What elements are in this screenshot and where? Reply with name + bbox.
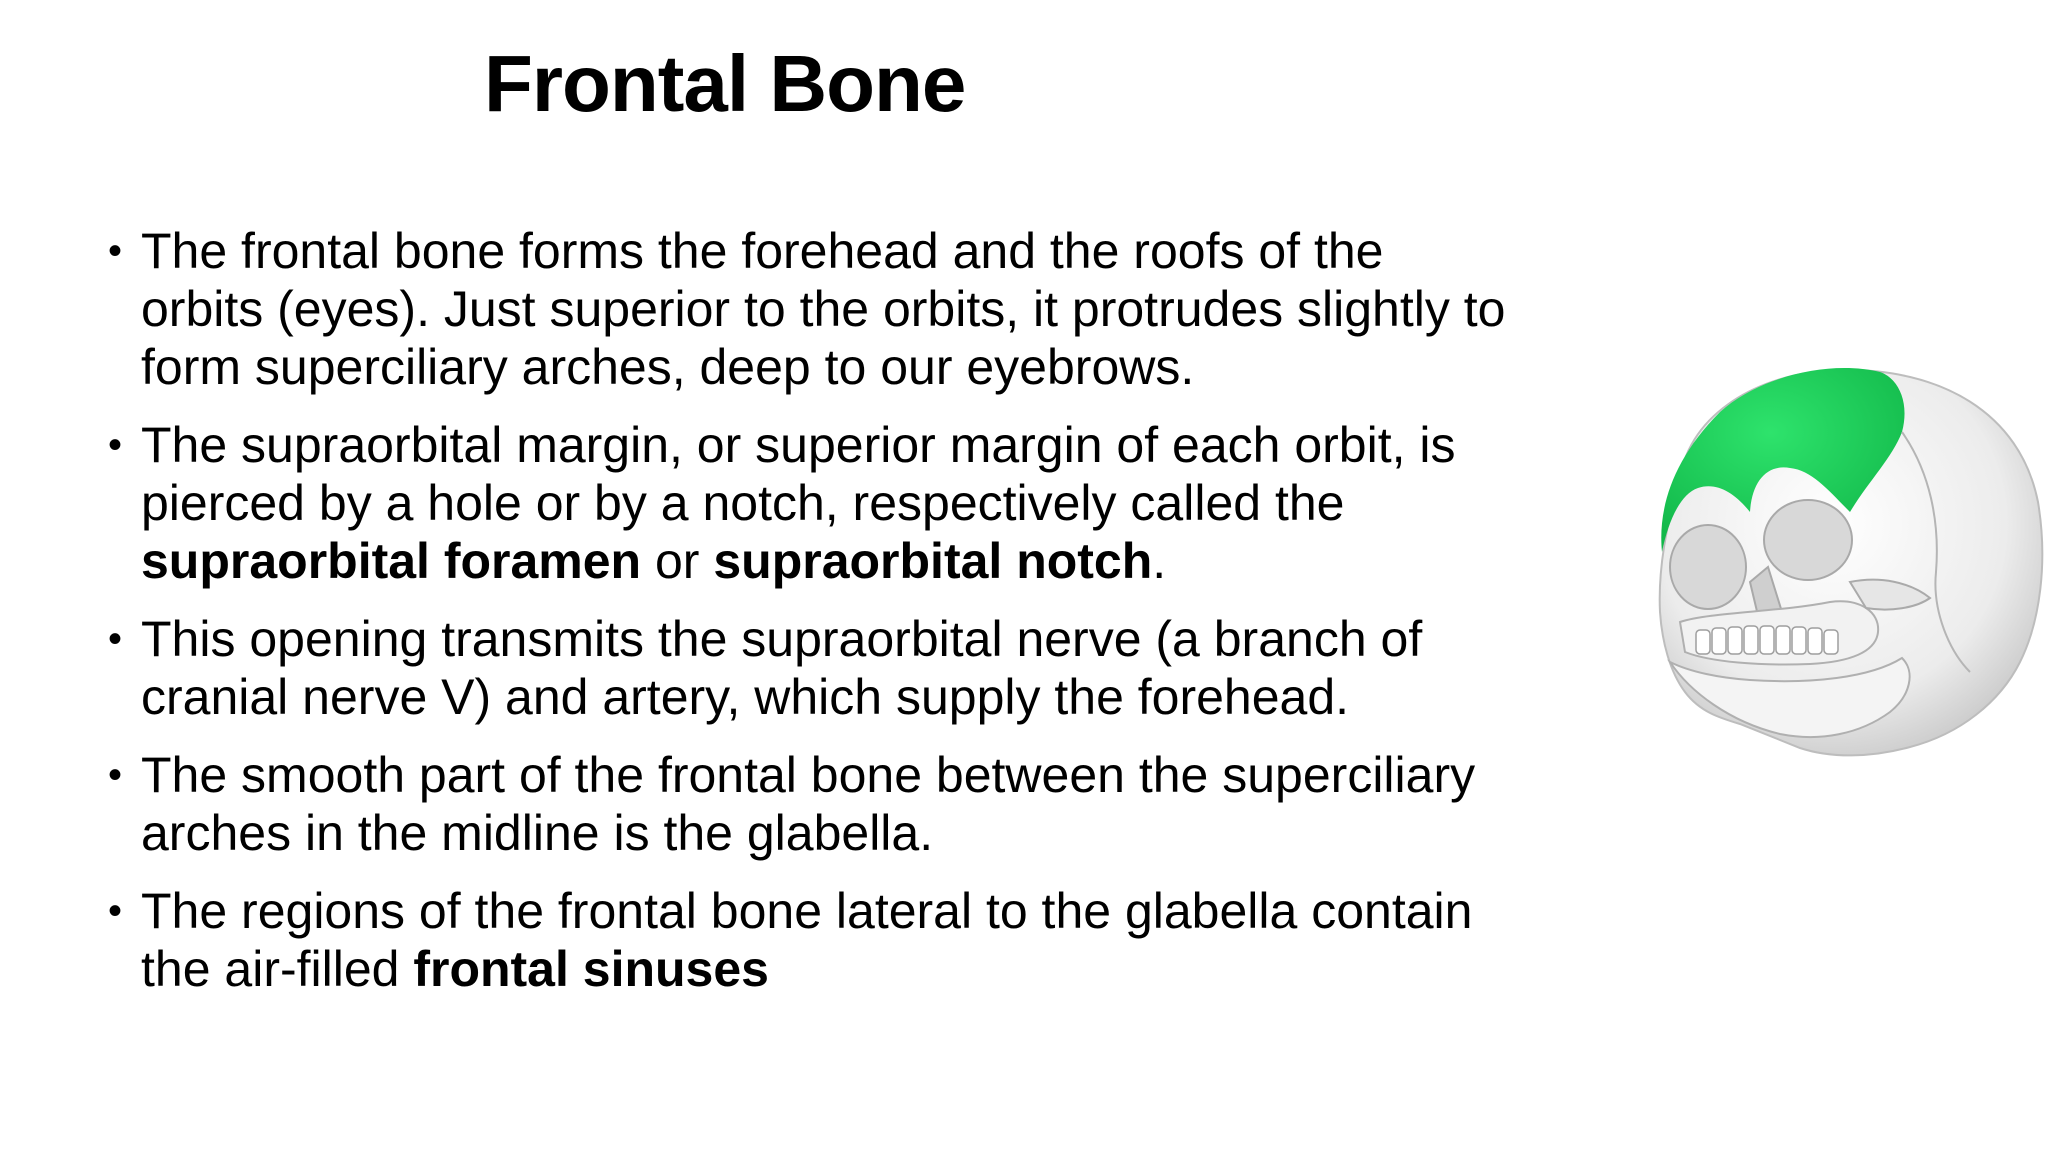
bullet-text: pierced by a hole or by a notch, respectively called the bbox=[141, 475, 1345, 531]
bullet-text: The supraorbital margin, or superior margin of each orbit, is bbox=[141, 417, 1456, 473]
bullet-item bbox=[108, 610, 1668, 726]
bullet-text: orbits (eyes). Just superior to the orbits, it protrudes slightly to bbox=[141, 281, 1506, 337]
bullet-text: arches in the midline is the glabella. bbox=[141, 805, 934, 861]
bullet-marker: • bbox=[108, 423, 123, 467]
term-supraorbital-notch: supraorbital notch bbox=[713, 533, 1153, 589]
term-supraorbital-foramen: supraorbital foramen bbox=[141, 533, 642, 589]
bullet-marker: • bbox=[108, 617, 123, 661]
bullet-text: The smooth part of the frontal bone between the superciliary bbox=[141, 747, 1476, 803]
bullet-text-lead: the air-filled bbox=[141, 941, 414, 997]
bullet-text-period: . bbox=[1152, 533, 1167, 589]
bullet-item bbox=[108, 222, 1668, 396]
slide-title: Frontal Bone bbox=[484, 39, 966, 128]
bullet-text: cranial nerve V) and artery, which supply the forehead. bbox=[141, 669, 1350, 725]
orbit-right bbox=[1764, 500, 1852, 580]
bullet-marker: • bbox=[108, 229, 123, 273]
bullet-item bbox=[108, 416, 1668, 590]
skull-illustration bbox=[1640, 362, 2048, 782]
bullet-item bbox=[108, 882, 1668, 998]
bullet-text: form superciliary arches, deep to our eyebrows. bbox=[141, 339, 1195, 395]
bullet-marker: • bbox=[108, 753, 123, 797]
bullet-text: The regions of the frontal bone lateral to the glabella contain bbox=[141, 883, 1473, 939]
bullet-marker: • bbox=[108, 889, 123, 933]
bullet-text bbox=[141, 532, 1668, 590]
bullet-list bbox=[108, 222, 1668, 1018]
bullet-item bbox=[108, 746, 1668, 862]
bullet-text-connector: or bbox=[641, 533, 714, 589]
bullet-text bbox=[141, 940, 1668, 998]
orbit-left bbox=[1670, 525, 1746, 609]
teeth bbox=[1696, 626, 1838, 654]
bullet-text: The frontal bone forms the forehead and the roofs of the bbox=[141, 223, 1384, 279]
term-frontal-sinuses: frontal sinuses bbox=[413, 941, 769, 997]
bullet-text: This opening transmits the supraorbital nerve (a branch of bbox=[141, 611, 1423, 667]
